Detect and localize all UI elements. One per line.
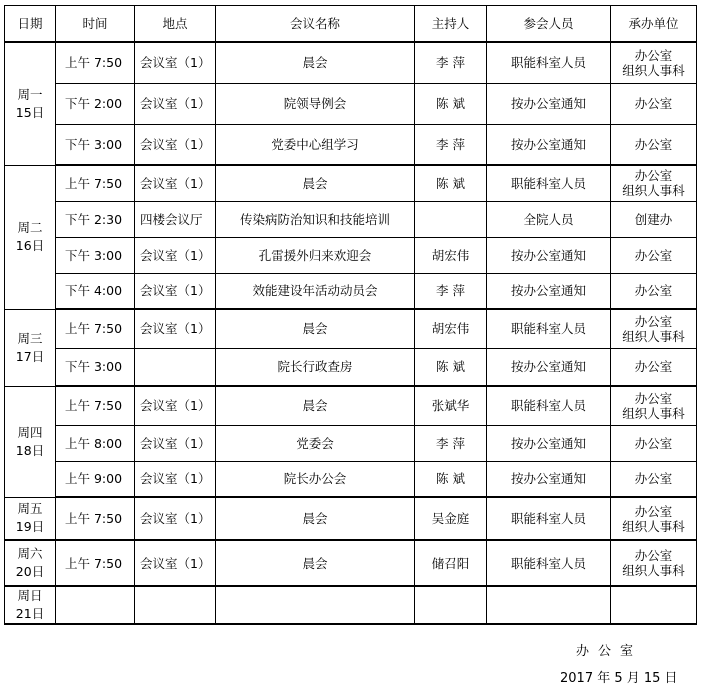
cell-place: 会议室（1）	[135, 309, 216, 348]
cell-place: 会议室（1）	[135, 83, 216, 124]
cell-organizer: 办公室	[611, 348, 697, 386]
cell-attendees: 职能科室人员	[487, 497, 611, 540]
cell-meeting: 院长办公会	[216, 461, 415, 497]
table-row	[5, 201, 697, 237]
cell-attendees: 全院人员	[487, 201, 611, 237]
cell-organizer: 办公室 组织人事科	[611, 165, 697, 201]
table-row	[5, 348, 697, 386]
cell-time: 下午 4:00	[56, 273, 135, 309]
cell-time: 上午 7:50	[56, 386, 135, 425]
header-time: 时间	[56, 6, 135, 43]
cell-host: 陈 斌	[415, 461, 487, 497]
cell-host	[415, 201, 487, 237]
header-attendees: 参会人员	[487, 6, 611, 43]
cell-meeting: 孔雷援外归来欢迎会	[216, 237, 415, 273]
table-row	[5, 237, 697, 273]
cell-host: 陈 斌	[415, 83, 487, 124]
table-row	[5, 273, 697, 309]
cell-host: 胡宏伟	[415, 237, 487, 273]
cell-attendees: 按办公室通知	[487, 273, 611, 309]
cell-attendees: 职能科室人员	[487, 540, 611, 586]
table-row	[5, 497, 697, 540]
cell-time: 下午 2:00	[56, 83, 135, 124]
cell-day: 周四 18日	[5, 386, 56, 497]
cell-place: 会议室（1）	[135, 540, 216, 586]
cell-host: 储召阳	[415, 540, 487, 586]
cell-time: 下午 3:00	[56, 124, 135, 165]
cell-meeting: 晨会	[216, 309, 415, 348]
cell-meeting	[216, 586, 415, 624]
cell-time: 下午 2:30	[56, 201, 135, 237]
cell-meeting: 晨会	[216, 386, 415, 425]
table-row	[5, 540, 697, 586]
cell-day: 周三 17日	[5, 309, 56, 386]
cell-time: 上午 8:00	[56, 425, 135, 461]
cell-meeting: 党委中心组学习	[216, 124, 415, 165]
cell-organizer: 办公室 组织人事科	[611, 540, 697, 586]
cell-organizer: 办公室	[611, 273, 697, 309]
cell-host	[415, 586, 487, 624]
cell-organizer: 办公室	[611, 461, 697, 497]
header-host: 主持人	[415, 6, 487, 43]
cell-time: 上午 7:50	[56, 42, 135, 83]
cell-place: 会议室（1）	[135, 165, 216, 201]
cell-day: 周二 16日	[5, 165, 56, 309]
cell-meeting: 效能建设年活动动员会	[216, 273, 415, 309]
table-row	[5, 586, 697, 624]
cell-host: 李 萍	[415, 425, 487, 461]
table-row	[5, 83, 697, 124]
cell-time: 上午 7:50	[56, 540, 135, 586]
cell-time: 下午 3:00	[56, 348, 135, 386]
cell-place: 会议室（1）	[135, 42, 216, 83]
table-row	[5, 425, 697, 461]
cell-attendees: 按办公室通知	[487, 348, 611, 386]
cell-place: 四楼会议厅	[135, 201, 216, 237]
cell-place: 会议室（1）	[135, 497, 216, 540]
cell-time: 上午 7:50	[56, 309, 135, 348]
cell-meeting: 院长行政查房	[216, 348, 415, 386]
footer-office: 办公室	[576, 644, 643, 659]
cell-time: 上午 9:00	[56, 461, 135, 497]
header-place: 地点	[135, 6, 216, 43]
table-row	[5, 386, 697, 425]
cell-organizer: 办公室	[611, 425, 697, 461]
cell-organizer: 办公室 组织人事科	[611, 497, 697, 540]
cell-time: 上午 7:50	[56, 165, 135, 201]
cell-attendees: 按办公室通知	[487, 461, 611, 497]
cell-host: 陈 斌	[415, 348, 487, 386]
cell-organizer: 办公室	[611, 237, 697, 273]
cell-meeting: 晨会	[216, 42, 415, 83]
table-row	[5, 461, 697, 497]
cell-organizer: 办公室 组织人事科	[611, 309, 697, 348]
cell-meeting: 传染病防治知识和技能培训	[216, 201, 415, 237]
cell-day: 周日 21日	[5, 586, 56, 624]
cell-day: 周五 19日	[5, 497, 56, 540]
cell-host: 陈 斌	[415, 165, 487, 201]
cell-place	[135, 586, 216, 624]
header-organizer: 承办单位	[611, 6, 697, 43]
cell-day: 周六 20日	[5, 540, 56, 586]
cell-time: 上午 7:50	[56, 497, 135, 540]
cell-place: 会议室（1）	[135, 237, 216, 273]
cell-place: 会议室（1）	[135, 124, 216, 165]
meeting-schedule-table	[4, 5, 697, 625]
cell-organizer: 办公室 组织人事科	[611, 42, 697, 83]
cell-place: 会议室（1）	[135, 425, 216, 461]
cell-time: 下午 3:00	[56, 237, 135, 273]
footer-date: 2017 年 5 月 15 日	[560, 671, 678, 686]
cell-organizer: 办公室 组织人事科	[611, 386, 697, 425]
cell-attendees: 职能科室人员	[487, 386, 611, 425]
cell-organizer: 办公室	[611, 83, 697, 124]
cell-attendees: 职能科室人员	[487, 42, 611, 83]
cell-meeting: 晨会	[216, 165, 415, 201]
cell-organizer: 办公室	[611, 124, 697, 165]
cell-host: 李 萍	[415, 124, 487, 165]
cell-time	[56, 586, 135, 624]
header-date: 日期	[5, 6, 56, 43]
cell-day: 周一 15日	[5, 42, 56, 165]
cell-meeting: 晨会	[216, 540, 415, 586]
schedule-body	[5, 42, 697, 624]
cell-attendees: 按办公室通知	[487, 425, 611, 461]
cell-attendees: 按办公室通知	[487, 83, 611, 124]
cell-host: 胡宏伟	[415, 309, 487, 348]
header-row	[5, 6, 697, 43]
cell-place	[135, 348, 216, 386]
cell-attendees: 按办公室通知	[487, 124, 611, 165]
table-row	[5, 124, 697, 165]
cell-meeting: 院领导例会	[216, 83, 415, 124]
table-row	[5, 165, 697, 201]
cell-attendees: 职能科室人员	[487, 165, 611, 201]
cell-organizer: 创建办	[611, 201, 697, 237]
header-meeting: 会议名称	[216, 6, 415, 43]
table-row	[5, 309, 697, 348]
cell-host: 李 萍	[415, 42, 487, 83]
cell-organizer	[611, 586, 697, 624]
cell-host: 张斌华	[415, 386, 487, 425]
cell-attendees	[487, 586, 611, 624]
cell-place: 会议室（1）	[135, 273, 216, 309]
cell-attendees: 职能科室人员	[487, 309, 611, 348]
cell-attendees: 按办公室通知	[487, 237, 611, 273]
cell-place: 会议室（1）	[135, 461, 216, 497]
cell-place: 会议室（1）	[135, 386, 216, 425]
table-row	[5, 42, 697, 83]
cell-meeting: 党委会	[216, 425, 415, 461]
cell-host: 吴金庭	[415, 497, 487, 540]
cell-meeting: 晨会	[216, 497, 415, 540]
cell-host: 李 萍	[415, 273, 487, 309]
